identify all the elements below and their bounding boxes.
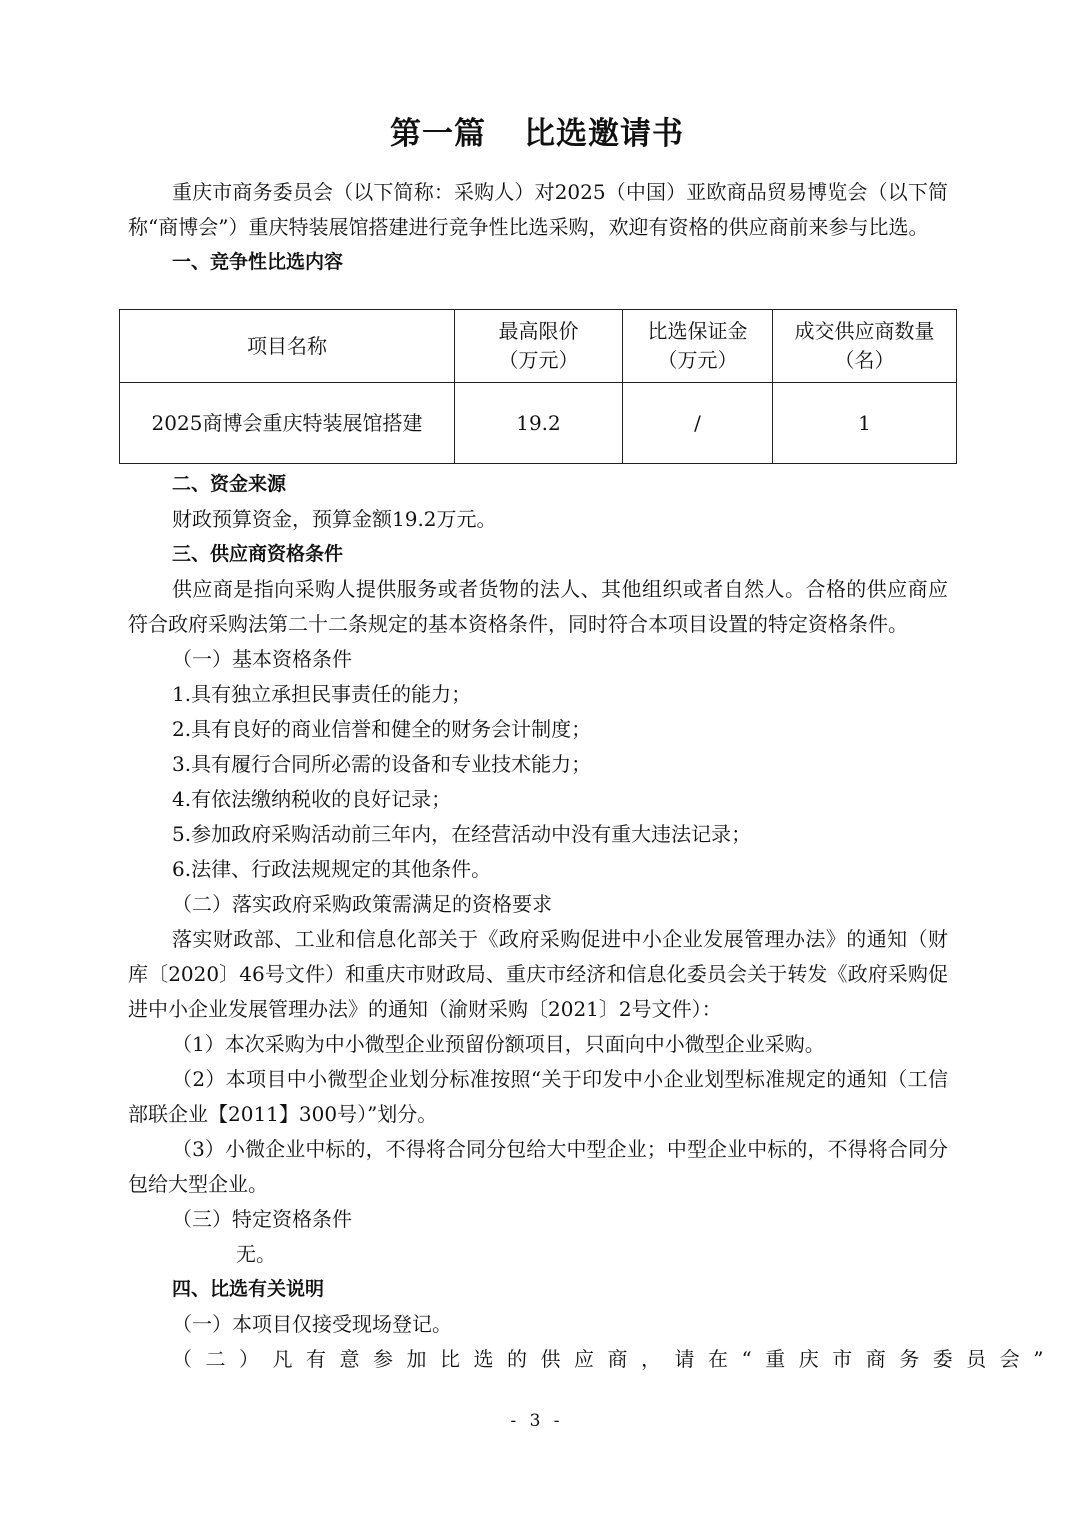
- title-part-2: 比选邀请书: [524, 116, 684, 152]
- note-1: （一）本项目仅接受现场登记。: [172, 1312, 452, 1336]
- basic-item-4: 4.有依法缴纳税收的良好记录；: [172, 787, 452, 811]
- section-2-heading: 二、资金来源: [172, 473, 287, 495]
- policy-item-3: （3）小微企业中标的，不得将合同分包给大中型企业；中型企业中标的，不得将合同分包给大型企业。: [128, 1137, 948, 1196]
- cell-project-name: 2025商博会重庆特装展馆搭建: [120, 383, 455, 464]
- special-qualification-heading: （三）特定资格条件: [172, 1207, 352, 1231]
- basic-item-3: 3.具有履行合同所必需的设备和专业技术能力；: [172, 752, 592, 776]
- intro-paragraph: 重庆市商务委员会（以下简称：采购人）对2025（中国）亚欧商品贸易博览会（以下简称“商博会”）重庆特装展馆搭建进行竞争性比选采购，欢迎有资格的供应商前来参与比选。: [128, 180, 948, 239]
- special-qualification-text: 无。: [236, 1242, 276, 1266]
- bid-content-table: [119, 309, 957, 464]
- title-part-1: 第一篇: [390, 116, 486, 152]
- section-1-heading: 一、竞争性比选内容: [172, 251, 344, 273]
- page-number: - 3 -: [510, 1411, 564, 1431]
- table-header-row: [120, 310, 957, 383]
- header-deposit: 比选保证金 （万元）: [623, 310, 773, 383]
- basic-qualification-heading: （一）基本资格条件: [172, 647, 352, 671]
- header-max-price: 最高限价 （万元）: [455, 310, 623, 383]
- basic-item-1: 1.具有独立承担民事责任的能力；: [172, 682, 472, 706]
- basic-item-5: 5.参加政府采购活动前三年内，在经营活动中没有重大违法记录；: [172, 822, 752, 846]
- note-2: （二）凡有意参加比选的供应商，请在“重庆市商务委员会”: [172, 1347, 1057, 1371]
- section-2-text: 财政预算资金，预算金额19.2万元。: [172, 507, 497, 531]
- section-3-text: 供应商是指向采购人提供服务或者货物的法人、其他组织或者自然人。合格的供应商应符合政府采购法第二十二条规定的基本资格条件，同时符合本项目设置的特定资格条件。: [128, 577, 948, 636]
- basic-item-6: 6.法律、行政法规规定的其他条件。: [172, 857, 492, 881]
- basic-item-2: 2.具有良好的商业信誉和健全的财务会计制度；: [172, 717, 592, 741]
- cell-deposit: /: [623, 383, 773, 464]
- cell-supplier-count: 1: [773, 383, 957, 464]
- policy-heading: （二）落实政府采购政策需满足的资格要求: [172, 892, 552, 916]
- header-supplier-count: 成交供应商数量 （名）: [773, 310, 957, 383]
- main-body: [128, 467, 1057, 1377]
- section-4-heading: 四、比选有关说明: [172, 1278, 325, 1300]
- policy-item-2: （2）本项目中小微型企业划分标准按照“关于印发中小企业划型标准规定的通知（工信部联企业【2011】300号）”划分。: [128, 1067, 948, 1126]
- section-3-heading: 三、供应商资格条件: [172, 543, 344, 565]
- intro-block: [128, 175, 948, 280]
- header-project-name: 项目名称: [120, 310, 455, 383]
- cell-max-price: 19.2: [455, 383, 623, 464]
- policy-item-1: （1）本次采购为中小微型企业预留份额项目，只面向中小微型企业采购。: [172, 1032, 825, 1056]
- policy-text: 落实财政部、工业和信息化部关于《政府采购促进中小企业发展管理办法》的通知（财库〔2020〕46号文件）和重庆市财政局、重庆市经济和信息化委员会关于转发《政府采购促进中小企业发展管理办法》的通知（渝财采购〔2021〕2号文件）：: [128, 927, 948, 1021]
- page-title: [0, 108, 1074, 153]
- table-row: [120, 383, 957, 464]
